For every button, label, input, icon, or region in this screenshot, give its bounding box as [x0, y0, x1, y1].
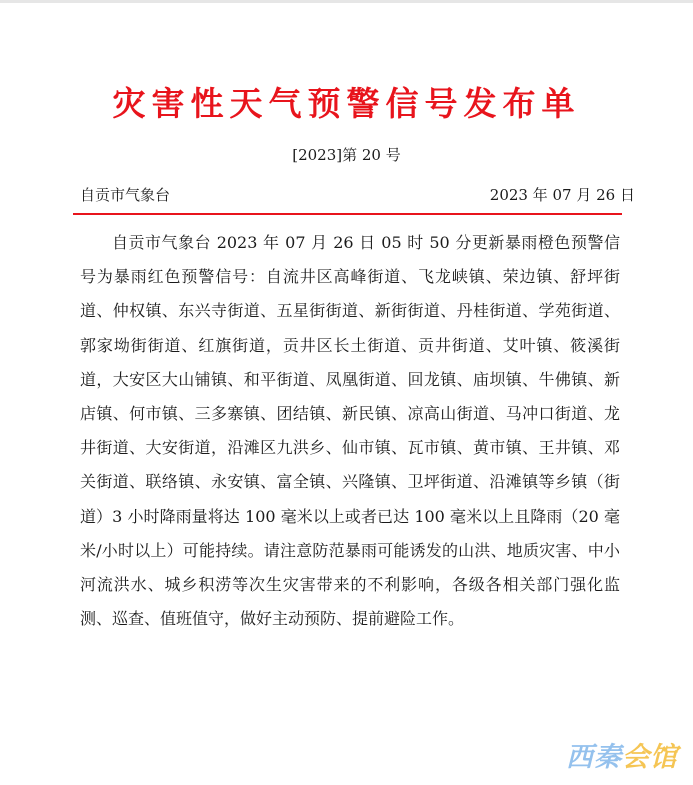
document-number: [2023]第 20 号 [292, 146, 401, 164]
watermark-part-2: 会馆 [622, 742, 678, 773]
watermark-logo [566, 742, 678, 774]
issuer-name: 自贡市气象台 [80, 186, 171, 204]
header-divider [73, 213, 622, 215]
document-title: 灾害性天气预警信号发布单 [112, 84, 581, 123]
issue-date: 2023 年 07 月 26 日 [489, 186, 635, 204]
warning-body-text: 自贡市气象台 2023 年 07 月 26 日 05 时 50 分更新暴雨橙色预警信号为暴雨红色预警信号：自流井区高峰街道、飞龙峡镇、荣边镇、舒坪街道、仲权镇、东兴寺街道、五星街街道、新街街道、丹桂街道、学苑街道、郭家坳街街道、红旗街道，贡井区长土街道、贡井街道、艾叶镇、筱溪街道，大安区大山铺镇、和平街道、凤凰街道、回龙镇、庙坝镇、牛佛镇、新店镇、何市镇、三多寨镇、团结镇、新民镇、凉高山街道、马冲口街道、龙井街道、大安街道，沿滩区九洪乡、仙市镇、瓦市镇、黄市镇、王井镇、邓关街道、联络镇、永安镇、富全镇、兴隆镇、卫坪街道、沿滩镇等乡镇（街道）3 小时降雨量将达 100 毫米以上或者已达 100 毫米以上且降雨（20 毫米/小时以上）可能持续。请注意防范暴雨可能诱发的山洪、地质灾害、中小河流洪水、城乡积涝等次生灾害带来的不利影响，各级各相关部门强化监测、巡查、值班值守，做好主动预防、提前避险工作。 [80, 233, 620, 629]
page-top-border [0, 0, 693, 3]
watermark-part-1: 西秦 [566, 742, 622, 773]
